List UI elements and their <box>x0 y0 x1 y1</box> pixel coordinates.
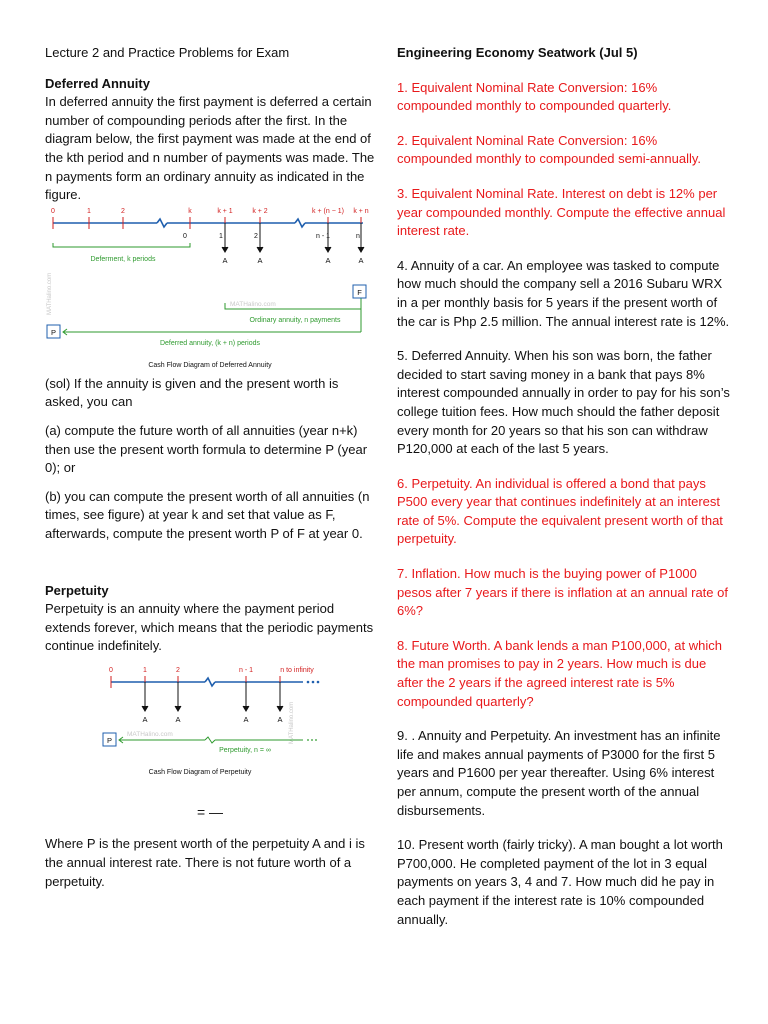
bottom-label-n1: n - 1 <box>315 232 331 240</box>
seatwork-title: Engineering Economy Seatwork (Jul 5) <box>397 45 638 60</box>
bottom-label-2: 2 <box>254 232 258 240</box>
perp-period-dots <box>307 739 317 741</box>
watermark-center: MATHalino.com <box>230 300 276 308</box>
deferred-caption: Cash Flow Diagram of Deferred Annuity <box>148 361 272 369</box>
perp-watermark: MATHalino.com <box>127 730 173 738</box>
p-label: P <box>50 327 57 337</box>
watermark-vertical: MATHalino.com <box>47 272 53 315</box>
option-a-text: (a) compute the future worth of all annuities (year n+k) then use the present worth formula to determine P (year 0); or <box>45 422 368 476</box>
perp-label-1: 1 <box>143 666 147 674</box>
top-label-2: 2 <box>121 207 125 215</box>
perp-break <box>205 737 215 743</box>
ordinary-label: Ordinary annuity, n payments <box>249 316 341 324</box>
perp-payment-1: A <box>142 714 148 724</box>
perp-label: Perpetuity, n = ∞ <box>219 746 271 754</box>
f-label: F <box>357 287 362 297</box>
option-b-text: (b) you can compute the present worth of all annuities (n times, see figure) at year k and set that value as F, afterwards, compute the present worth P of F at year 0. <box>45 488 370 541</box>
perp-watermark-vertical: MATHalino.com <box>289 701 295 744</box>
perp-payment-2: A <box>175 714 181 724</box>
perpetuity-formula: = — <box>196 803 224 820</box>
total-label: Deferred annuity, (k + n) periods <box>159 339 261 347</box>
top-label-kn: k + n <box>353 207 369 215</box>
problem-4: 4. Annuity of a car. An employee was tasked to compute how much should the company sell a 2016 Subaru WRX in a per monthly basis for 5 years if the present worth of the car is Php 2.5 million. The annual interest rate is 12%. <box>397 257 730 329</box>
top-label-kn1: k + (n − 1) <box>312 207 344 215</box>
perpetuity-heading: Perpetuity <box>45 582 109 598</box>
perpetuity-diagram <box>45 664 375 789</box>
perp-timeline <box>111 678 303 686</box>
deferment-label: Deferment, k periods <box>90 255 156 263</box>
perp-infinity-dots <box>307 681 320 684</box>
deferred-annuity-diagram <box>45 205 375 375</box>
payment-label-1: A <box>222 255 228 265</box>
problem-3: 3. Equivalent Nominal Rate. Interest on debt is 12% per year compounded monthly. Compute the effective annual interest rate. <box>397 185 726 239</box>
top-label-1: 1 <box>87 207 91 215</box>
perp-payment-4: A <box>277 714 283 724</box>
payment-label-3: A <box>325 255 331 265</box>
deferred-annuity-heading: Deferred Annuity <box>45 75 150 91</box>
top-label-k: k <box>188 207 192 215</box>
bottom-label-n: n <box>356 232 360 240</box>
perpetuity-intro: Perpetuity is an annuity where the payment period extends forever, which means that the periodic payments continue indefinitely. <box>45 601 374 654</box>
problem-5: 5. Deferred Annuity. When his son was born, the father decided to start saving money in a bank that pays 8% interest compounded annually in order to pay for his son’s college tuition fees. How much should the father deposit every month for 20 years so that his son can withdraw P120,000 at each of the last 5 years. <box>397 348 730 457</box>
lecture-title: Lecture 2 and Practice Problems for Exam <box>45 45 290 60</box>
problem-2: 2. Equivalent Nominal Rate Conversion: 16% compounded monthly to compounded semi-annually. <box>397 132 701 167</box>
sol-text: (sol) If the annuity is given and the present worth is asked, you can <box>45 375 339 410</box>
perp-p-label: P <box>106 735 113 745</box>
left-column <box>45 44 375 891</box>
perp-label-inf: n to infinity <box>280 666 314 674</box>
payment-arrows <box>222 223 364 252</box>
perp-caption: Cash Flow Diagram of Perpetuity <box>148 768 252 776</box>
perp-payment-3: A <box>243 714 249 724</box>
perp-label-2: 2 <box>176 666 180 674</box>
bottom-label-1: 1 <box>219 232 223 240</box>
payment-label-2: A <box>257 255 263 265</box>
deferment-bracket <box>53 243 190 247</box>
perp-label-n1: n - 1 <box>238 666 254 674</box>
top-label-k1: k + 1 <box>217 207 233 215</box>
problem-7: 7. Inflation. How much is the buying power of P1000 pesos after 7 years if there is inflation at an annual rate of 6%? <box>397 566 728 619</box>
problem-9: 9. . Annuity and Perpetuity. An investment has an infinite life and makes annual payments of P3000 for the first 5 years and P1600 per year thereafter. Using 6% interest per annum, compute the present worth of the annual disbursements. <box>397 728 721 818</box>
right-column <box>397 44 732 929</box>
problem-10: 10. Present worth (fairly tricky). A man bought a lot worth P700,000. He completed payment of the lot in 3 equal payments on years 3, 4 and 7. How much did he pay in each payment if the interest rate is 10% compounded annually. <box>397 837 723 927</box>
problem-1: 1. Equivalent Nominal Rate Conversion: 16% compounded monthly to compounded quarterly. <box>397 79 672 114</box>
payment-label-4: A <box>358 255 364 265</box>
perp-label-0: 0 <box>109 666 113 674</box>
problem-8: 8. Future Worth. A bank lends a man P100,000, at which the man promises to pay in 2 years. How much is due after the 2 years if the agreed interest rate is 5% compounded quarterly? <box>397 637 722 709</box>
perpetuity-where: Where P is the present worth of the perpetuity A and i is the annual interest rate. There is not future worth of a perpetuity. <box>45 836 365 889</box>
top-label-0: 0 <box>51 207 55 215</box>
problem-6: 6. Perpetuity. An individual is offered a bond that pays P500 every year that continues indefinitely at an interest rate of 5%. Compute the equivalent present worth of that perpetuity. <box>397 475 723 547</box>
deferred-annuity-intro: In deferred annuity the first payment is deferred a certain number of compounding periods after the first. In the diagram below, the first payment was made at the end of the kth period and n number of payments was made. The n payments form an ordinary annuity as indicated in the figure. <box>45 94 375 203</box>
top-label-k2: k + 2 <box>252 207 268 215</box>
bottom-label-0: 0 <box>183 232 187 240</box>
timeline <box>53 219 363 227</box>
